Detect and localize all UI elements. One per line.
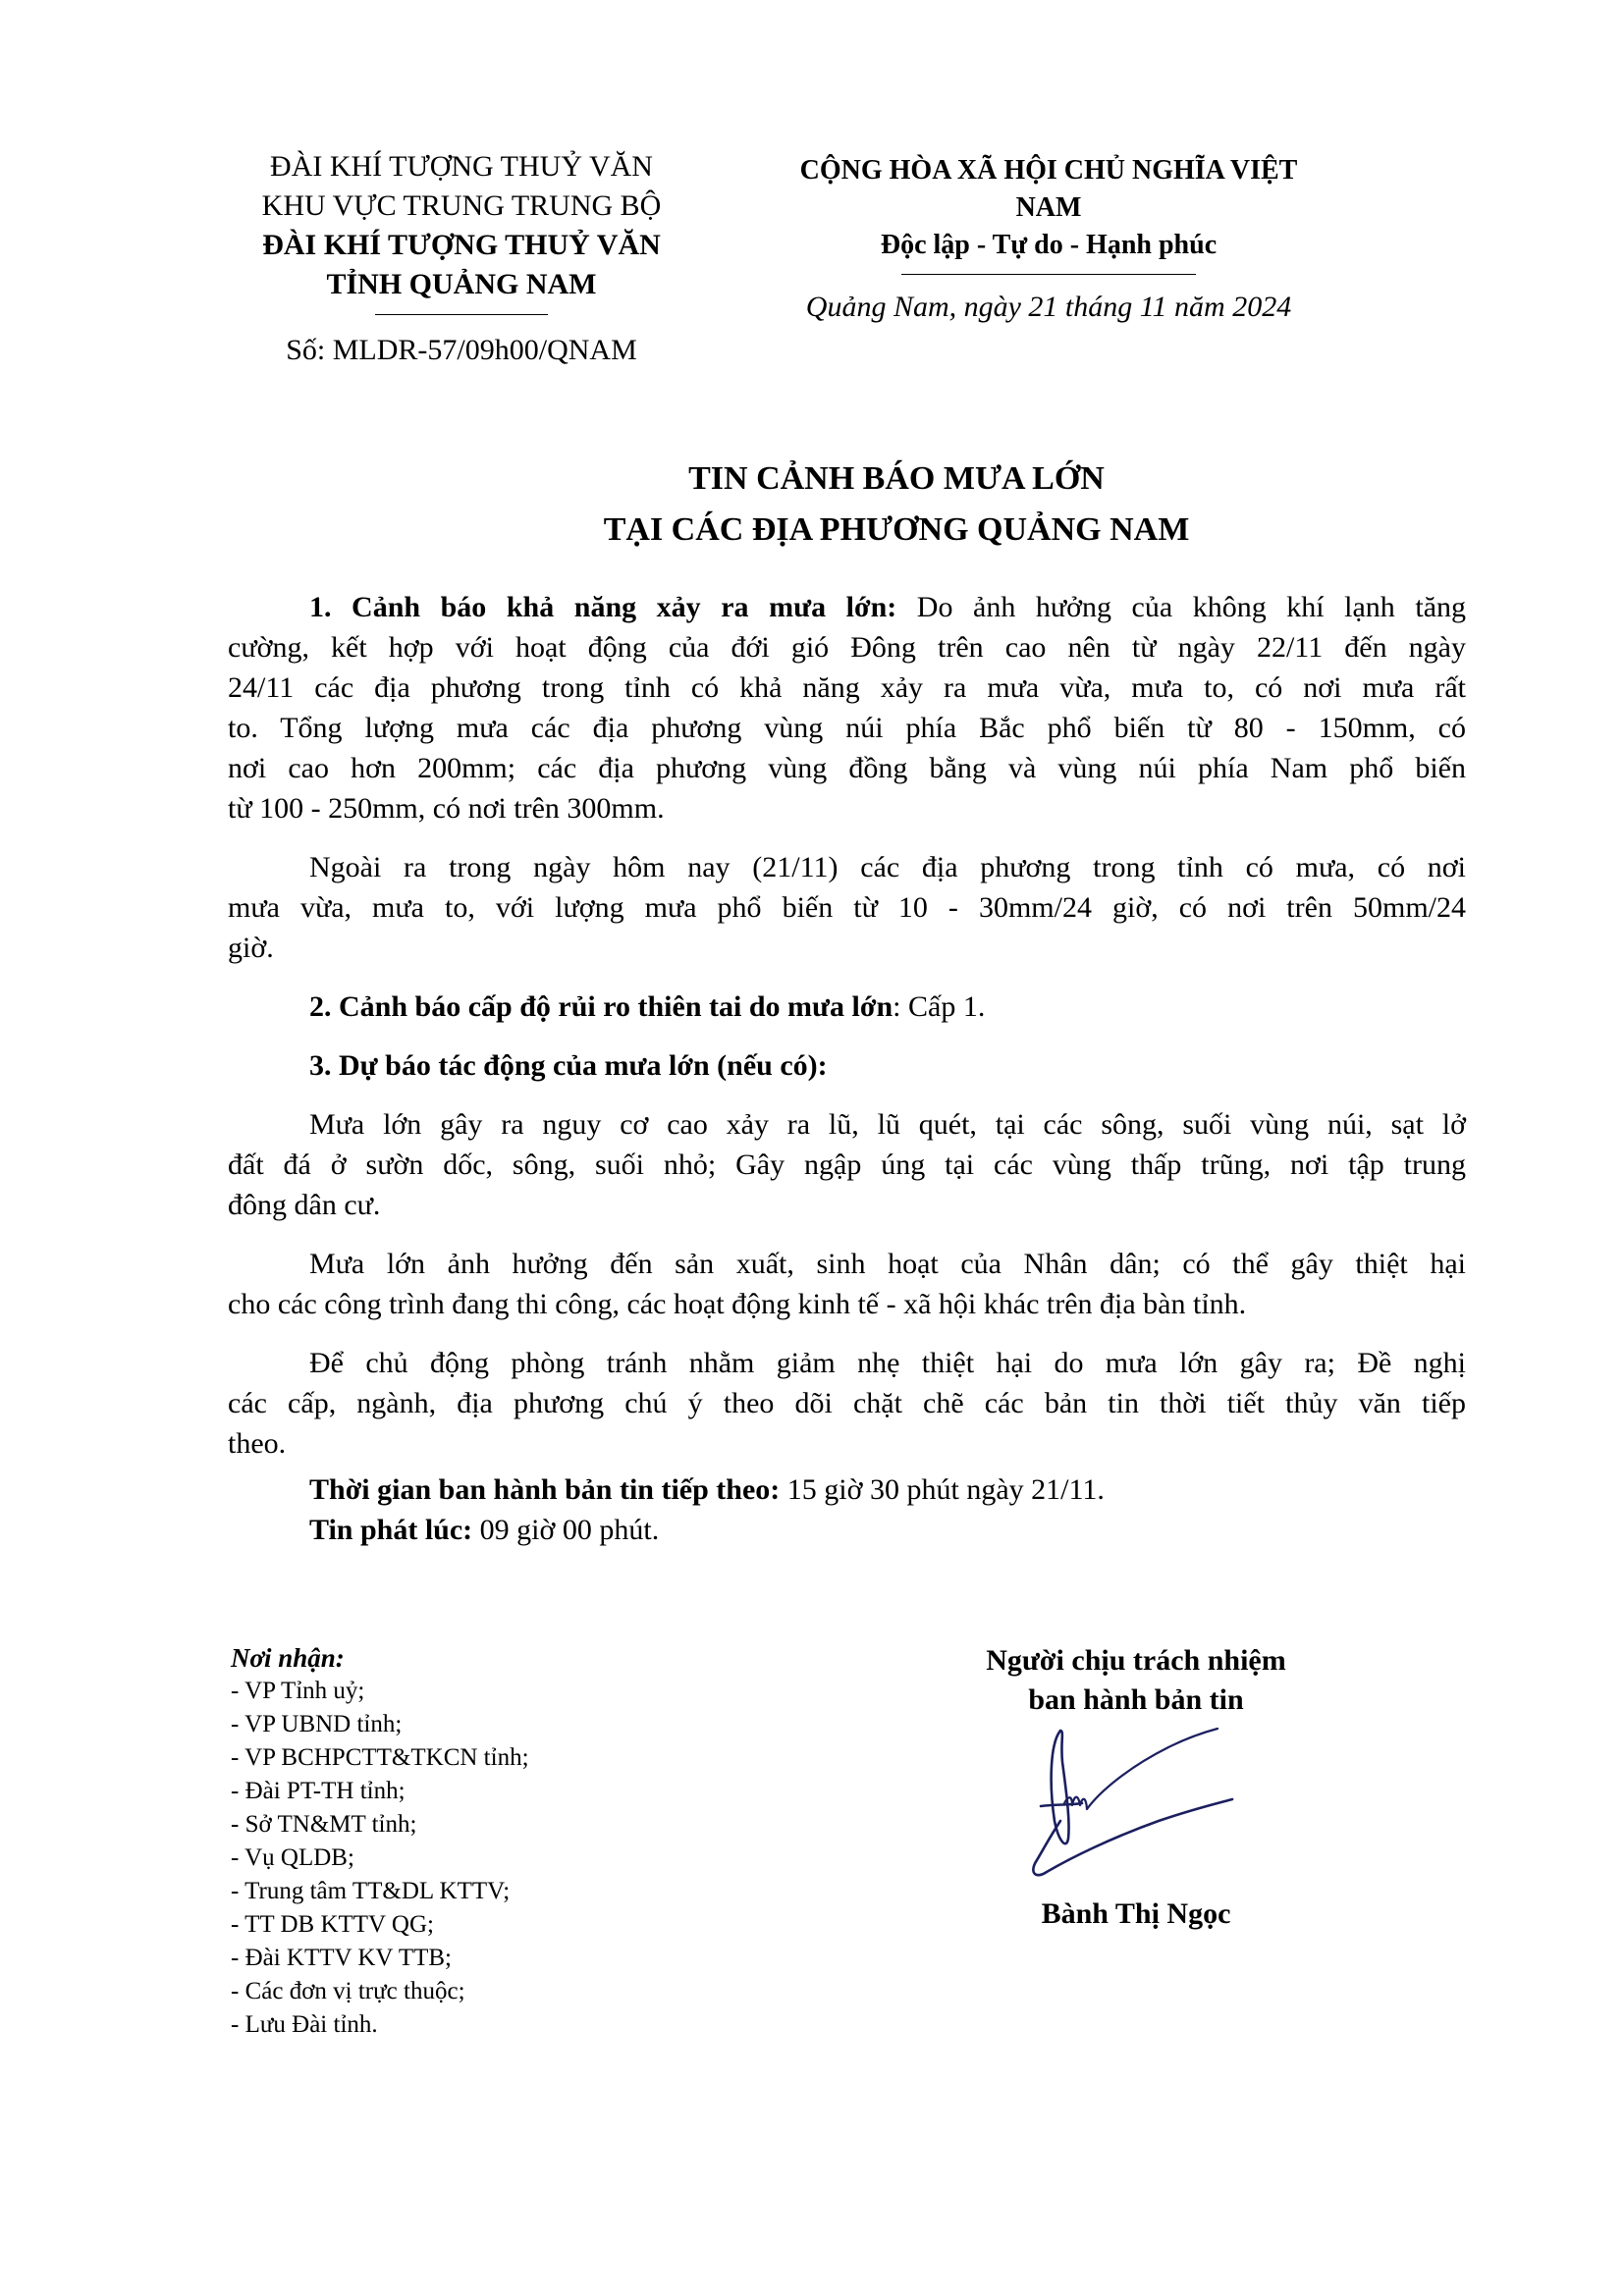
section-1-first-line-text: Do ảnh hưởng của không khí lạnh tăng bbox=[896, 591, 1467, 623]
document-title bbox=[228, 454, 1565, 556]
signatory-title-line-1: Người chịu trách nhiệm bbox=[986, 1644, 1286, 1677]
recipient-item: - Vụ QLDB; bbox=[231, 1844, 354, 1871]
recipients-block bbox=[231, 1641, 781, 2042]
signature-stroke bbox=[1064, 1729, 1218, 1809]
document-number: Số: MLDR-57/09h00/QNAM bbox=[286, 334, 637, 366]
recommendation-paragraph bbox=[228, 1343, 1466, 1464]
section-1-heading: 1. Cảnh báo khả năng xảy ra mưa lớn: bbox=[309, 591, 897, 623]
paragraph-line: to. Tổng lượng mưa các địa phương vùng núi phía Bắc phổ biến từ 80 - 150mm, có bbox=[228, 712, 1466, 744]
recipient-item: - Trung tâm TT&DL KTTV; bbox=[231, 1878, 511, 1904]
paragraph-line: theo. bbox=[228, 1427, 287, 1460]
document-body bbox=[228, 587, 1466, 1550]
recipient-item: - TT DB KTTV QG; bbox=[231, 1911, 434, 1938]
paragraph-line: Mưa lớn gây ra nguy cơ cao xảy ra lũ, lũ quét, tại các sông, suối vùng núi, sạt lở bbox=[309, 1108, 1466, 1141]
signatory-title bbox=[940, 1641, 1332, 1720]
agency-line-1: ĐÀI KHÍ TƯỢNG THUỶ VĂN bbox=[270, 150, 653, 183]
paragraph-line: đông dân cư. bbox=[228, 1189, 381, 1221]
paragraph-today-rainfall bbox=[228, 847, 1466, 968]
issued-at-label: Tin phát lúc: bbox=[309, 1514, 473, 1546]
motto-divider bbox=[901, 274, 1196, 275]
recipient-item: - Sở TN&MT tỉnh; bbox=[231, 1811, 417, 1838]
paragraph-line: nơi cao hơn 200mm; các địa phương vùng đồng bằng và vùng núi phía Nam phổ biến bbox=[228, 752, 1466, 784]
signatory-title-line-2: ban hành bản tin bbox=[1028, 1683, 1244, 1716]
next-issue-label: Thời gian ban hành bản tin tiếp theo: bbox=[309, 1473, 781, 1506]
paragraph-line: 24/11 các địa phương trong tỉnh có khả năng xảy ra mưa vừa, mưa to, có nơi mưa rất bbox=[228, 671, 1466, 704]
nation-name: CỘNG HÒA XÃ HỘI CHỦ NGHĨA VIỆT NAM bbox=[799, 155, 1298, 223]
issuing-agency-block bbox=[236, 147, 687, 370]
paragraph-line: các cấp, ngành, địa phương chú ý theo dõi chặt chẽ các bản tin thời tiết thủy văn tiếp bbox=[228, 1387, 1466, 1419]
section-3-impact-forecast bbox=[228, 1045, 1466, 1086]
paragraph-line: đất đá ở sườn dốc, sông, suối nhỏ; Gây ngập úng tại các vùng thấp trũng, nơi tập trung bbox=[228, 1148, 1466, 1181]
paragraph-line: cho các công trình đang thi công, các hoạt động kinh tế - xã hội khác trên địa bàn tỉnh. bbox=[228, 1288, 1247, 1320]
recipient-item: - VP BCHPCTT&TKCN tỉnh; bbox=[231, 1744, 529, 1771]
issue-times bbox=[228, 1469, 1466, 1550]
recipient-item: - VP UBND tỉnh; bbox=[231, 1711, 403, 1737]
national-motto: Độc lập - Tự do - Hạnh phúc bbox=[880, 230, 1218, 260]
recipient-item: - Đài KTTV KV TTB; bbox=[231, 1945, 452, 1971]
paragraph-line: mưa vừa, mưa to, với lượng mưa phổ biến từ 10 - 30mm/24 giờ, có nơi trên 50mm/24 bbox=[228, 891, 1466, 924]
agency-divider bbox=[375, 314, 548, 315]
next-issue-value: 15 giờ 30 phút ngày 21/11. bbox=[780, 1473, 1105, 1506]
agency-line-2: KHU VỰC TRUNG TRUNG BỘ bbox=[261, 189, 662, 222]
place-and-date: Quảng Nam, ngày 21 tháng 11 năm 2024 bbox=[805, 291, 1292, 323]
signature-stroke bbox=[1052, 1731, 1069, 1843]
section-2-risk-level bbox=[228, 987, 1466, 1027]
next-issue-line bbox=[228, 1469, 1466, 1510]
impact-paragraph-2 bbox=[228, 1244, 1466, 1324]
paragraph-line: từ 100 - 250mm, có nơi trên 300mm. bbox=[228, 792, 665, 825]
recipient-item: - Lưu Đài tỉnh. bbox=[231, 2011, 378, 2038]
title-line-1: TIN CẢNH BÁO MƯA LỚN bbox=[688, 460, 1105, 497]
title-line-2: TẠI CÁC ĐỊA PHƯƠNG QUẢNG NAM bbox=[603, 511, 1190, 548]
paragraph-line: giờ. bbox=[228, 932, 274, 964]
agency-line-3: ĐÀI KHÍ TƯỢNG THUỶ VĂN bbox=[262, 229, 661, 261]
paragraph-line: Để chủ động phòng tránh nhằm giảm nhẹ thiệt hại do mưa lớn gây ra; Đề nghị bbox=[309, 1347, 1466, 1379]
recipients-heading: Nơi nhận: bbox=[231, 1643, 345, 1673]
section-1-warning bbox=[228, 587, 1466, 828]
section-1-first-line bbox=[228, 587, 1466, 627]
section-3-heading: 3. Dự báo tác động của mưa lớn (nếu có): bbox=[309, 1049, 828, 1082]
recipients-list bbox=[231, 1675, 781, 2042]
paragraph-line: Mưa lớn ảnh hưởng đến sản xuất, sinh hoạt của Nhân dân; có thể gây thiệt hại bbox=[309, 1248, 1466, 1280]
risk-level-value: : Cấp 1. bbox=[893, 990, 986, 1023]
section-2-line bbox=[228, 987, 1466, 1027]
paragraph-line: Ngoài ra trong ngày hôm nay (21/11) các địa phương trong tỉnh có mưa, có nơi bbox=[309, 851, 1466, 883]
issued-at-line bbox=[228, 1510, 1466, 1550]
paragraph-line: cường, kết hợp với hoạt động của đới gió Đông trên cao nên từ ngày 22/11 đến ngày bbox=[228, 631, 1466, 664]
signatory-name: Bành Thị Ngọc bbox=[1041, 1897, 1231, 1930]
recipient-item: - VP Tỉnh uỷ; bbox=[231, 1678, 365, 1704]
national-heading-block bbox=[785, 152, 1312, 326]
signature-stroke bbox=[1033, 1799, 1232, 1875]
handwritten-signature bbox=[1021, 1723, 1247, 1890]
section-2-heading: 2. Cảnh báo cấp độ rủi ro thiên tai do mưa lớn bbox=[309, 990, 893, 1023]
impact-paragraph-1 bbox=[228, 1104, 1466, 1225]
agency-line-4: TỈNH QUẢNG NAM bbox=[326, 268, 597, 300]
issued-at-value: 09 giờ 00 phút. bbox=[472, 1514, 660, 1546]
signature-stroke bbox=[1041, 1803, 1082, 1806]
recipient-item: - Đài PT-TH tỉnh; bbox=[231, 1778, 406, 1804]
recipient-item: - Các đơn vị trực thuộc; bbox=[231, 1978, 465, 2004]
